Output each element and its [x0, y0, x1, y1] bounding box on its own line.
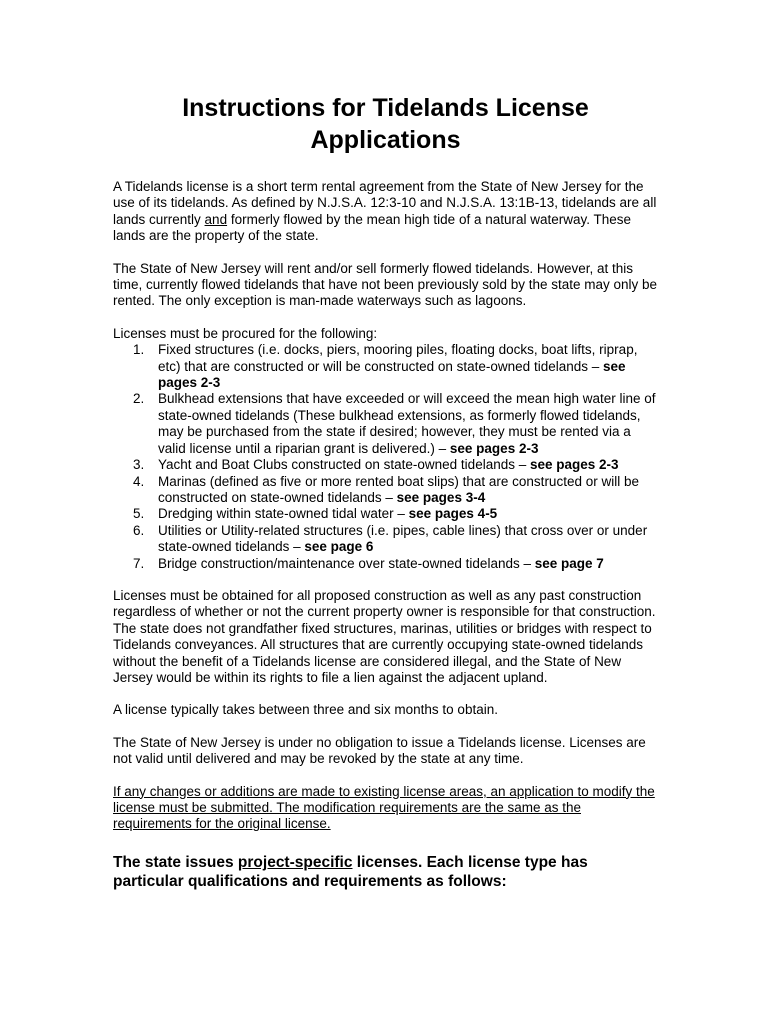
paragraph-no-obligation: The State of New Jersey is under no obligation to issue a Tidelands license. Licenses are not valid until delivered and may be revoked by the state at any time. — [113, 734, 646, 767]
list-item — [113, 523, 658, 556]
list-item-number: 5. — [133, 506, 145, 522]
list-intro: Licenses must be procured for the following: — [113, 325, 378, 341]
list-item-number: 6. — [133, 522, 145, 538]
list-item — [113, 391, 658, 457]
paragraph-past-construction: Licenses must be obtained for all proposed construction as well as any past construction regardless of whether or not the current property owner is responsible for that construction. The state does not grandfather fixed structures, marinas, utilities or bridges with respect to Tidelands conveyances. All structures that are currently occupying state-owned tidelands without the benefit of a Tidelands license are considered illegal, and the State of New Jersey would be within its rights to file a lien against the adjacent upland. — [113, 587, 656, 685]
list-item-page-ref: see page 6 — [304, 539, 374, 555]
paragraph-rent-sell: The State of New Jersey will rent and/or sell formerly flowed tidelands. However, at this time, currently flowed tidelands that have not been previously sold by the state may only be rented. The only exception is man-made waterways such as lagoons. — [113, 260, 658, 309]
list-item-number: 3. — [133, 457, 145, 473]
list-item-page-ref: see page 7 — [534, 555, 604, 571]
list-item-page-ref: see pages 3-4 — [396, 489, 486, 505]
license-requirements-list — [113, 342, 658, 572]
final-underlined-phrase: project-specific — [237, 853, 353, 871]
paragraph-project-specific — [113, 853, 658, 891]
list-item — [113, 457, 658, 473]
list-item-text: Dredging within state-owned tidal water – — [158, 506, 409, 522]
list-item — [113, 556, 658, 572]
final-text-start: The state issues — [113, 853, 238, 871]
page-title: Instructions for Tidelands License Applications — [182, 94, 589, 154]
list-item-text: Marinas (defined as five or more rented boat slips) that are constructed or will be constructed on state-owned tidelands – — [158, 473, 639, 505]
list-item-page-ref: see pages 2-3 — [158, 358, 626, 391]
list-item-number: 4. — [133, 473, 145, 489]
list-item — [113, 474, 658, 507]
list-item-page-ref: see pages 2-3 — [449, 440, 539, 456]
list-item-page-ref: see pages 4-5 — [408, 506, 498, 522]
definition-text-end: formerly flowed by the mean high tide of a natural waterway. These lands are the property of the state. — [113, 211, 632, 244]
list-item-number: 1. — [133, 342, 145, 358]
list-item-page-ref: see pages 2-3 — [529, 457, 619, 473]
definition-text-start: A Tidelands license is a short term rental agreement from the State of New Jersey for the use of its tidelands. As defined by N.J.S.A. 12:3-10 and N.J.S.A. 13:1B-13, tidelands are all lands currently — [113, 179, 657, 227]
list-item-number: 7. — [133, 555, 145, 571]
paragraph-modification: If any changes or additions are made to existing license areas, an application to modify the license must be submitted. The modification requirements are the same as the requirements for the original license. — [113, 783, 655, 832]
list-item — [113, 342, 658, 391]
list-item-text: Yacht and Boat Clubs constructed on state-owned tidelands – — [158, 457, 530, 473]
final-text-end: licenses. Each license type has particular qualifications and requirements as follows: — [113, 853, 588, 890]
definition-underlined-word: and — [204, 211, 228, 227]
paragraph-timeline: A license typically takes between three and six months to obtain. — [113, 702, 498, 718]
list-item-number: 2. — [133, 391, 145, 407]
list-item-text: Bulkhead extensions that have exceeded or will exceed the mean high water line of state-owned tidelands (These bulkhead extensions, as formerly flowed tidelands, may be purchased from the state if desired; however, they must be rented via a valid license until a riparian grant is delivered.) – — [158, 391, 656, 456]
list-item-text: Fixed structures (i.e. docks, piers, mooring piles, floating docks, boat lifts, riprap, etc) that are constructed or will be constructed on state-owned tidelands – — [158, 342, 638, 374]
list-item — [113, 506, 658, 522]
list-item-text: Bridge construction/maintenance over state-owned tidelands – — [158, 555, 535, 571]
paragraph-definition — [113, 179, 658, 245]
list-item-text: Utilities or Utility-related structures (i.e. pipes, cable lines) that cross over or under state-owned tidelands – — [158, 522, 648, 555]
document-page — [113, 92, 658, 907]
